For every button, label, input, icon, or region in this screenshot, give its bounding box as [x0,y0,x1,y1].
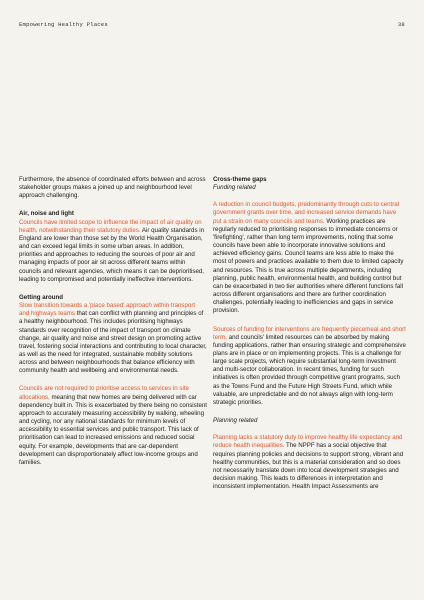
highlight-text: A reduction in council budgets, predominantly through cuts to central government grants over time, and increased service demands have put a strain on many councils and teams. [213,201,400,225]
left-column [19,176,207,477]
section-air-noise-light [19,210,207,283]
paragraph [19,219,207,284]
intro-paragraph: Furthermore, the absence of coordinated efforts between and across stakeholder groups makes a joined up and neighbourhood level approach challenging. [19,176,206,200]
section-heading: Getting around [19,293,64,301]
body-text: and councils' limited resources can be absorbed by making funding applications, rather than ensuring strategic and comprehensive plans are in place or on implementing projects. This is a challenge for large scale projects, which require substantial long-term investment and multi-sector collaboration. In recent times, funding for such initiatives is often provided through competitive grant programs, such as the Towns Fund and the Future High Streets Fund, which while valuable, are unpredictable and do not always align with long-term strategic priorities. [213,333,406,406]
highlight-text: Planning lacks a statutory duty to improve healthy life expectancy and reduce health inequalities. [213,434,403,450]
page-number: 38 [397,21,405,28]
paragraph [19,302,207,375]
highlight-text: Councils are not required to prioritise access to services in site allocations, [19,385,189,401]
subheading-funding: Funding related [213,184,256,192]
highlight-text: Councils have limited scope to influence the impact of air quality on health, notwithstanding their statutory duties. [19,218,202,234]
paragraph [19,385,207,467]
highlight-text: Sources of funding for interventions are frequently piecemeal and short term, [213,325,406,341]
section-heading: Air, noise and light [19,210,74,218]
body-text: The NPPF has a social objective that requires planning policies and decisions to support strong, vibrant and healthy communities, but this is a material consideration and so does not necessarily translate down into local development strategies and decision making. This leads to differences in interpretation and inconsistent implementation. Health Impact Assessments are [213,442,404,491]
highlight-text: Slow transition towards a 'place based' approach within transport and highways teams [19,302,196,318]
section-getting-around [19,294,207,376]
body-text: Air quality standards in England are lower than those set by the World Health Organisation, and can exceed legal limits in some urban areas. In addition, priorities and approaches to reducing the sources of poor air and managing impacts of poor air sit across different teams within councils and relevant agencies, which means it can be deprioritised, leading to compromised and potentially ineffective interventions. [19,226,205,283]
paragraph [213,326,406,408]
paragraph [213,434,406,491]
section-heading: Cross-theme gaps [213,176,267,183]
right-column [213,176,406,501]
body-text: meaning that new homes are being delivered with car dependency built in. This is exacerbated by there being no consistent approach to accurately measuring accessibility by walking, wheeling and cycling, nor any national standards for minimum levels of accessibility to essential services and public transport. This lack of prioritisation can lead to increased emissions and reduced social equity. For example, developments that are car-dependent development can disproportionately affect low-income groups and families. [19,393,207,466]
body-text: that can conflict with planning and principles of a healthy neighbourhood. This includes prioritising highways standards over recognition of the impact of transport on climate change, air quality and noise and street design on promoting active travel, fostering social interactions and contributing to local character, as well as the need for integrated, sustainable mobility solutions across and between neighbourhoods that balance efficiency with community health and wellbeing and environmental needs. [19,310,207,375]
document-title: Empowering Healthy Places [19,21,108,28]
paragraph [213,201,406,315]
body-text: Working practices are regularly reduced to prioritising responses to immediate concerns or 'firefighting', rather than long term improvements, noting that some councils have been able to incorporate innovative solutions and achieved efficiency gains. Council teams are less able to make the most of powers and practices available to them due to limited capacity and resources. This is true across multiple departments, including planning, public health, environmental health, and building control but can be exacerbated in two tier authorities where different functions fall across different organisations and there are further coordination challenges, potentially leading to inefficiencies and gaps in service provision. [213,217,404,315]
subheading-planning: Planning related [213,417,258,425]
